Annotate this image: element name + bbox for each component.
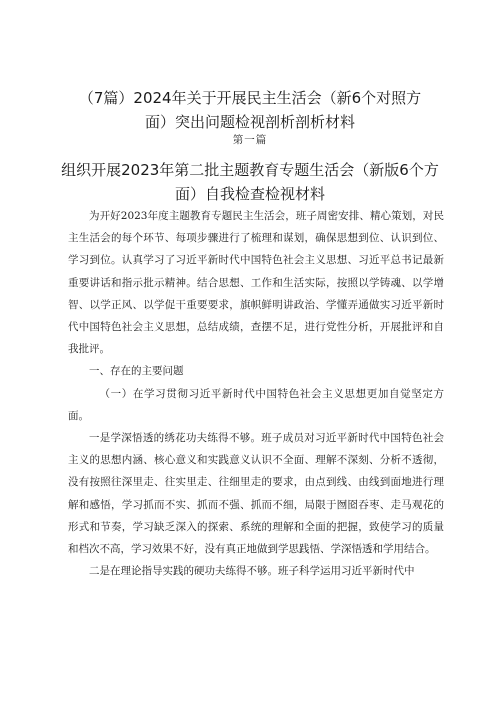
document-title	[60, 86, 440, 134]
paragraph-point-2: 二是在理论指导实践的硬功夫练得不够。班子科学运用习近平新时代中	[89, 565, 415, 578]
document-title-line-1: （7篇）2024年关于开展民主生活会（新6个对照方	[78, 89, 422, 107]
heading-main-problems: 一、存在的主要问题	[89, 365, 184, 378]
section-title-line-2: 面）自我检查检视材料	[174, 185, 325, 203]
section-title	[55, 158, 445, 206]
section-label: 第一篇	[232, 134, 268, 146]
body-text	[68, 205, 444, 582]
section-title-line-1: 组织开展2023年第二批主题教育专题生活会（新版6个方	[61, 161, 439, 179]
heading-subsection-1: （一）在学习贯彻习近平新时代中国特色社会主义思想更加自觉坚定方面。	[68, 387, 444, 422]
paragraph-intro: 为开好2023年度主题教育专题民主生活会，班子周密安排、精心策划，对民主生活会的每个环节、每项步骤进行了梳理和谋划，确保思想到位、认识到位、学习到位。认真学习了习近平新时代中国特色社会主义思想、习近平总书记最新重要讲话和指示批示精神。结合思想、工作和生活实际，按照以学铸魂、以学增智、以学正风、以学促干重要要求，旗帜鲜明讲政治、学懂弄通做实习近平新时代中国特色社会主义思想，总结成绩，查摆不足，进行党性分析，开展批评和自我批评。	[68, 210, 444, 356]
document-title-line-2: 面）突出问题检视剖析剖析材料	[144, 113, 355, 131]
paragraph-point-1: 一是学深悟透的绣花功夫练得不够。班子成员对习近平新时代中国特色社会主义的思想内涵、核心意义和实践意义认识不全面、理解不深刻、分析不透彻，没有按照往深里走、往实里走、往细里走的要求，由点到线、由线到面地进行理解和感悟，学习抓而不实、抓而不强、抓而不细，局限于囫囵吞枣、走马观花的形式和节奏，学习缺乏深入的探索、系统的理解和全面的把握，致使学习的质量和档次不高，学习效果不好，没有真正地做到学思践悟、学深悟透和学用结合。	[68, 432, 444, 556]
